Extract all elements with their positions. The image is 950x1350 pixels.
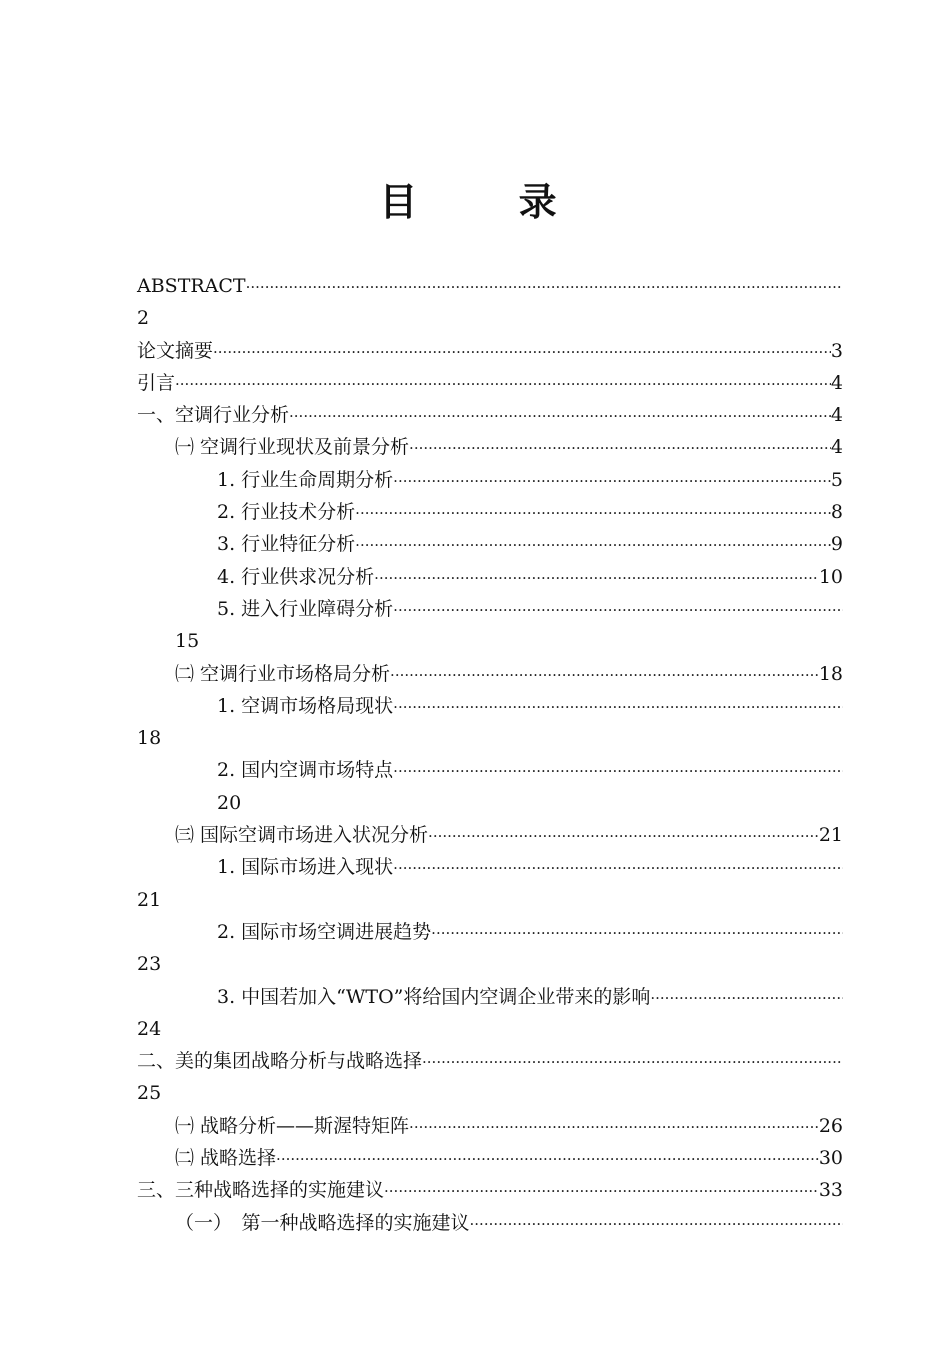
toc-entry[interactable]: [137, 1174, 843, 1206]
toc-entry-line: [217, 916, 843, 949]
toc-wrapped-page-number: 2: [137, 307, 150, 330]
toc-entry-line: [175, 431, 843, 464]
toc-page-number: 9: [830, 533, 843, 556]
toc-entry[interactable]: [137, 1110, 843, 1142]
toc-leader-dots: [374, 562, 819, 594]
toc-entry-line: [175, 1142, 843, 1175]
toc-entry-line: [217, 528, 843, 561]
toc-entry[interactable]: [137, 754, 843, 786]
toc-entry[interactable]: [137, 851, 843, 883]
toc-leader-dots: [393, 691, 843, 723]
toc-leader-dots: [409, 1111, 819, 1143]
toc-wrapped-page-number: 25: [137, 1082, 162, 1105]
toc-entry-line: [217, 561, 843, 594]
toc-entry[interactable]: [137, 335, 843, 367]
toc-page-number: 4: [830, 436, 843, 459]
toc-entry[interactable]: [137, 399, 843, 431]
toc-page-number: 10: [818, 565, 843, 588]
toc-page-number: 26: [818, 1114, 843, 1137]
toc-entry[interactable]: [137, 1045, 843, 1077]
toc-entry-label: 二、美的集团战略分析与战略选择: [137, 1050, 423, 1073]
toc-entry-line: [217, 496, 843, 529]
toc-page-number: 3: [830, 339, 843, 362]
toc-wrapped-page-number: 24: [137, 1017, 162, 1040]
toc-leader-dots: [431, 917, 843, 949]
toc-page-number: 33: [818, 1179, 843, 1202]
toc-entry-line: [175, 658, 843, 691]
toc-entry-line: [137, 1045, 843, 1078]
toc-leader-dots: [422, 1046, 843, 1078]
toc-entry-line: [175, 819, 843, 852]
toc-entry-line: [217, 851, 843, 884]
toc-entry-line: [137, 367, 843, 400]
toc-entry[interactable]: [137, 431, 843, 463]
toc-entry-line: [217, 690, 843, 723]
toc-entry-label: ABSTRACT: [137, 275, 246, 297]
toc-entry[interactable]: [137, 496, 843, 528]
toc-entry[interactable]: [137, 981, 843, 1013]
toc-entry-label: 1. 空调市场格局现状: [217, 694, 394, 717]
toc-entry-line: [175, 1110, 843, 1143]
toc-entry-label: 2. 行业技术分析: [217, 501, 356, 524]
toc-leader-dots: [213, 336, 831, 368]
toc-entry-line: [217, 593, 843, 626]
toc-wrapped-page-number: 15: [175, 630, 200, 653]
toc-leader-dots: [470, 1208, 843, 1240]
toc-entry[interactable]: [137, 367, 843, 399]
toc-entry-label: 5. 进入行业障碍分析: [217, 597, 394, 620]
toc-entry-label: 3. 中国若加入“WTO”将给国内空调企业带来的影响: [217, 985, 651, 1008]
toc-entry[interactable]: [137, 528, 843, 560]
toc-leader-dots: [175, 368, 831, 400]
toc-page-number: 4: [830, 371, 843, 394]
toc-entry-line: [137, 1174, 843, 1207]
toc-entry-label: 2. 国际市场空调进展趋势: [217, 920, 432, 943]
toc-entry-label: ㈢ 国际空调市场进入状况分析: [175, 824, 429, 847]
toc-entry-label: 1. 国际市场进入现状: [217, 856, 394, 879]
toc-leader-dots: [355, 529, 831, 561]
toc-entry-label: （一） 第一种战略选择的实施建议: [175, 1211, 470, 1234]
toc-entry-line: [137, 335, 843, 368]
toc-page-number: 30: [818, 1147, 843, 1170]
table-of-contents: [137, 270, 843, 1239]
toc-entry-line: [217, 981, 843, 1014]
toc-wrapped-page-number: 18: [137, 727, 162, 750]
toc-entry[interactable]: [137, 1142, 843, 1174]
toc-leader-dots: [393, 755, 843, 787]
toc-leader-dots: [289, 400, 831, 432]
toc-entry[interactable]: [137, 1207, 843, 1239]
toc-entry-label: 一、空调行业分析: [137, 404, 290, 427]
toc-entry-label: ㈠ 空调行业现状及前景分析: [175, 436, 410, 459]
toc-leader-dots: [355, 497, 831, 529]
toc-entry[interactable]: [137, 561, 843, 593]
toc-entry-label: ㈡ 战略选择: [175, 1147, 277, 1170]
toc-entry-label: ㈡ 空调行业市场格局分析: [175, 662, 391, 685]
toc-entry-line: [175, 1207, 843, 1240]
toc-entry-label: 论文摘要: [137, 339, 214, 362]
toc-leader-dots: [650, 982, 843, 1014]
toc-wrapped-page-number: 21: [137, 888, 162, 911]
page-title: 目 录: [379, 179, 601, 224]
toc-entry-line: [137, 270, 843, 303]
toc-wrapped-page-number: 20: [217, 791, 242, 814]
toc-page-number: 8: [830, 501, 843, 524]
toc-entry[interactable]: [137, 464, 843, 496]
toc-leader-dots: [390, 659, 819, 691]
toc-entry[interactable]: [137, 690, 843, 722]
toc-entry-label: 3. 行业特征分析: [217, 533, 356, 556]
toc-leader-dots: [428, 820, 819, 852]
toc-page-number: 5: [830, 468, 843, 491]
toc-entry-line: [137, 399, 843, 432]
toc-wrapped-page-number: 23: [137, 953, 162, 976]
toc-entry-label: 2. 国内空调市场特点: [217, 759, 394, 782]
toc-entry[interactable]: [137, 270, 843, 302]
toc-entry-label: ㈠ 战略分析——斯渥特矩阵: [175, 1114, 410, 1137]
toc-entry[interactable]: [137, 658, 843, 690]
toc-entry-label: 三、三种战略选择的实施建议: [137, 1179, 385, 1202]
toc-entry-line: [217, 754, 843, 787]
toc-entry-label: 1. 行业生命周期分析: [217, 468, 394, 491]
toc-leader-dots: [393, 594, 843, 626]
toc-leader-dots: [246, 271, 843, 303]
toc-leader-dots: [276, 1143, 819, 1175]
toc-entry[interactable]: [137, 916, 843, 948]
toc-entry-label: 4. 行业供求况分析: [217, 565, 375, 588]
toc-entry-label: 引言: [137, 371, 176, 394]
toc-entry[interactable]: [137, 819, 843, 851]
toc-leader-dots: [409, 432, 831, 464]
toc-entry[interactable]: [137, 593, 843, 625]
toc-leader-dots: [393, 465, 831, 497]
toc-leader-dots: [393, 852, 843, 884]
toc-page-number: 21: [818, 824, 843, 847]
toc-page-number: 4: [830, 404, 843, 427]
toc-entry-line: [217, 464, 843, 497]
toc-page-number: 18: [818, 662, 843, 685]
toc-leader-dots: [384, 1175, 819, 1207]
